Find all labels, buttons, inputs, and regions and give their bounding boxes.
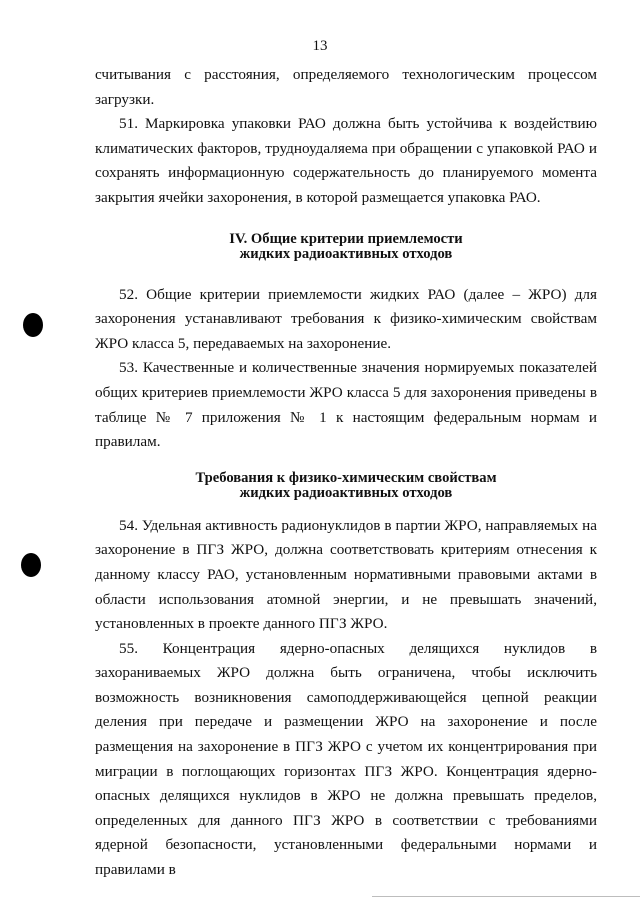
section-heading-iv-line1: IV. Общие критерии приемлемости xyxy=(229,230,463,247)
paragraph-54: 54. Удельная активность радионуклидов в партии ЖРО, направляемых на захоронение в ПГЗ ЖРО, должна соответствовать критериям отнесения к данному классу РАО, установленным нормативными правовыми актами в области использования атомной энергии, и не превышать значений, установленных в проекте данного ПГЗ ЖРО. xyxy=(95,516,597,633)
subsection-heading-physchem-line1: Требования к физико-химическим свойствам xyxy=(195,469,497,486)
punch-hole-mark xyxy=(21,553,41,577)
subsection-heading-physchem-line2: жидких радиоактивных отходов xyxy=(239,485,453,502)
section-heading-iv-line2: жидких радиоактивных отходов xyxy=(239,246,453,263)
document-body xyxy=(95,63,597,883)
paragraph-53: 53. Качественные и количественные значения нормируемых показателей общих критериев приемлемости ЖРО класса 5 для захоронения приведены в таблице № 7 приложения № 1 к настоящим федеральным нормам и правилам. xyxy=(95,359,597,451)
subsection-heading-physchem xyxy=(95,471,597,502)
paragraph-52: 52. Общие критерии приемлемости жидких РАО (далее – ЖРО) для захоронения устанавливают требования к физико-химическим свойствам ЖРО класса 5, передаваемых на захоронение. xyxy=(95,285,597,352)
page-number: 13 xyxy=(312,38,328,54)
scan-edge-line xyxy=(372,896,640,897)
section-heading-iv xyxy=(95,232,597,263)
paragraph-55: 55. Концентрация ядерно-опасных делящихся нуклидов в захораниваемых ЖРО должна быть ограничена, чтобы исключить возможность возникновения самоподдерживающейся цепной реакции деления при передаче и размещении ЖРО на захоронение и после размещения на захоронение в ПГЗ ЖРО с учетом их концентрирования при миграции в поглощающих горизонтах ПГЗ ЖРО. Концентрация ядерно-опасных делящихся нуклидов в ЖРО не должна превышать пределов, определенных для данного ПГЗ ЖРО в соответствии с требованиями ядерной безопасности, установленными федеральными нормами и правилами в xyxy=(95,639,597,879)
paragraph-continued: считывания с расстояния, определяемого технологическим процессом загрузки. xyxy=(95,66,597,108)
punch-hole-mark xyxy=(23,313,43,337)
paragraph-51: 51. Маркировка упаковки РАО должна быть устойчива к воздействию климатических факторов, трудноудаляема при обращении с упаковкой РАО и сохранять информационную содержательность до планируемого момента закрытия ячейки захоронения, в которой размещается упаковка РАО. xyxy=(95,115,597,206)
